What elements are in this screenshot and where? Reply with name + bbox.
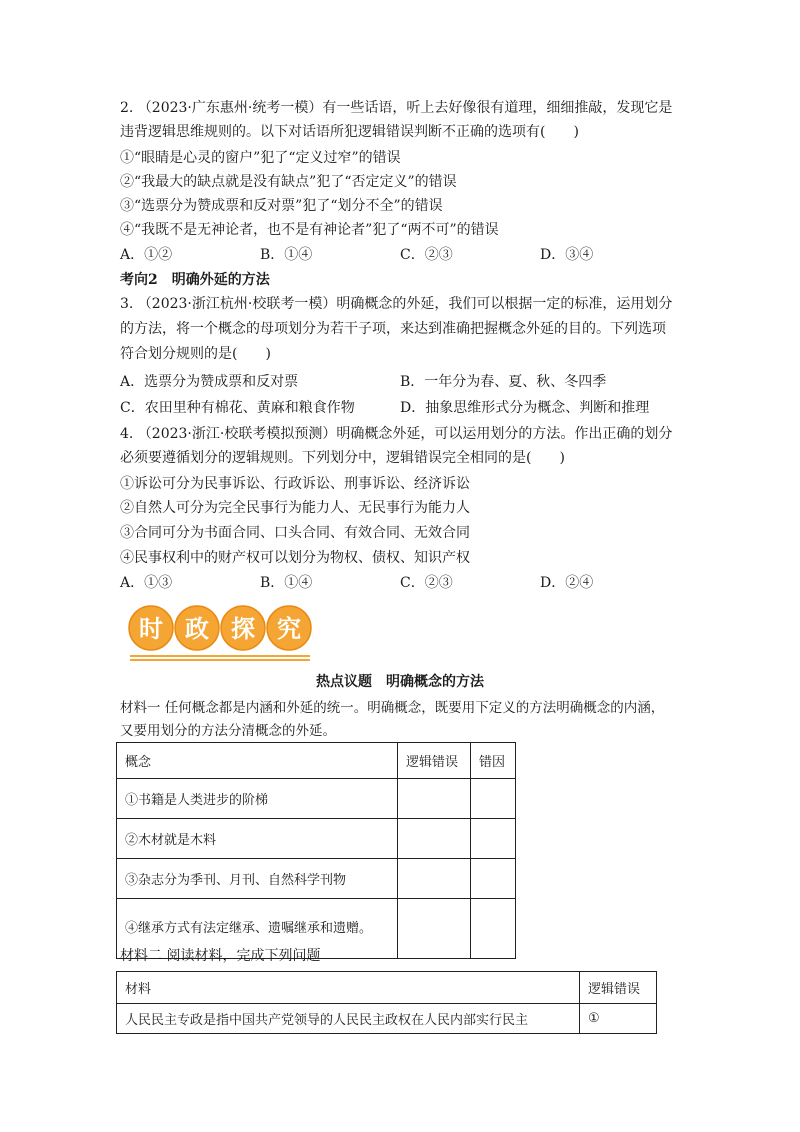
logic-error-cell[interactable] — [398, 819, 471, 859]
error-cause-cell[interactable] — [471, 819, 516, 859]
q4-item-1: ①诉讼可分为民事诉讼、行政诉讼、刑事诉讼、经济诉讼 — [120, 476, 470, 492]
header-concept: 概念 — [117, 743, 398, 779]
table-row — [117, 819, 516, 859]
q4-stem-line2: 必须要遵循划分的逻辑规则。下列划分中，逻辑错误完全相同的是( ) — [120, 450, 565, 466]
banner-underline — [130, 656, 310, 660]
banner-char-3: 探 — [231, 615, 255, 643]
error-cause-cell[interactable] — [471, 779, 516, 819]
q2-item-4: ④“我既不是无神论者，也不是有神论者”犯了“两不可”的错误 — [120, 222, 499, 238]
q2-option-d[interactable]: D．③④ — [540, 247, 594, 263]
q2-option-c[interactable]: C．②③ — [400, 247, 453, 263]
material-1-line2: 又要用划分的方法分清概念的外延。 — [120, 723, 336, 739]
table-row — [117, 859, 516, 899]
q4-option-d[interactable]: D．②④ — [540, 575, 594, 591]
section-banner — [120, 600, 320, 662]
q2-stem-line1: 2. （2023·广东惠州·统考一模）有一些话语，听上去好像很有道理，细细推敲，发现它是 — [120, 100, 673, 116]
q3-stem-line3: 符合划分规则的是( ) — [120, 346, 271, 362]
error-cause-cell[interactable] — [471, 859, 516, 899]
table-header-row — [117, 972, 657, 1004]
q4-item-2: ②自然人可分为完全民事行为能力人、无民事行为能力人 — [120, 500, 470, 516]
material-2-heading: 材料二 阅读材料，完成下列问题 — [120, 948, 321, 964]
material-table — [116, 971, 657, 1034]
material-1-line1: 材料一 任何概念都是内涵和外延的统一。明确概念，既要用下定义的方法明确概念的内涵， — [120, 700, 665, 716]
table-row — [117, 1004, 657, 1034]
logic-error-cell: ① — [580, 1004, 657, 1034]
hot-topic-title: 热点议题 明确概念的方法 — [316, 674, 484, 690]
q4-stem-line1: 4. （2023·浙江·校联考模拟预测）明确概念外延，可以运用划分的方法。作出正确的划分 — [120, 426, 673, 442]
concept-cell: ④继承方式有法定继承、遗嘱继承和遗赠。 — [117, 899, 398, 959]
table-row — [117, 779, 516, 819]
banner-char-4: 究 — [277, 615, 301, 643]
logic-error-cell[interactable] — [398, 899, 471, 959]
q2-item-3: ③“选票分为赞成票和反对票”犯了“划分不全”的错误 — [120, 198, 443, 214]
section-heading: 考向2 明确外延的方法 — [120, 272, 270, 288]
concept-cell: ①书籍是人类进步的阶梯 — [117, 779, 398, 819]
header-error-cause: 错因 — [471, 743, 516, 779]
q3-option-c[interactable]: C．农田里种有棉花、黄麻和粮食作物 — [120, 400, 355, 416]
q2-option-a[interactable]: A．①② — [120, 247, 173, 263]
q3-option-b[interactable]: B．一年分为春、夏、秋、冬四季 — [400, 374, 607, 390]
table-header-row — [117, 743, 516, 779]
q2-item-2: ②“我最大的缺点就是没有缺点”犯了“否定定义”的错误 — [120, 174, 457, 190]
q3-option-a[interactable]: A．选票分为赞成票和反对票 — [120, 374, 299, 390]
q4-item-4: ④民事权利中的财产权可以划分为物权、债权、知识产权 — [120, 550, 470, 566]
q2-stem-line2: 违背逻辑思维规则的。以下对话语所犯逻辑错误判断不正确的选项有( ) — [120, 124, 579, 140]
q4-option-b[interactable]: B．①④ — [260, 575, 313, 591]
q4-option-a[interactable]: A．①③ — [120, 575, 173, 591]
banner-char-1: 时 — [139, 615, 163, 643]
header-material: 材料 — [117, 972, 580, 1004]
q3-stem-line2: 的方法，将一个概念的母项划分为若干子项，来达到准确把握概念外延的目的。下列选项 — [120, 321, 666, 337]
error-cause-cell[interactable] — [471, 899, 516, 959]
logic-error-cell[interactable] — [398, 779, 471, 819]
q3-stem-line1: 3. （2023·浙江杭州·校联考一模）明确概念的外延，我们可以根据一定的标准，运用划分 — [120, 296, 673, 312]
concept-table — [116, 742, 516, 959]
q4-item-3: ③合同可分为书面合同、口头合同、有效合同、无效合同 — [120, 525, 470, 541]
q3-option-d[interactable]: D．抽象思维形式分为概念、判断和推理 — [400, 400, 650, 416]
concept-cell: ②木材就是木料 — [117, 819, 398, 859]
logic-error-cell[interactable] — [398, 859, 471, 899]
q2-option-b[interactable]: B．①④ — [260, 247, 313, 263]
q4-option-c[interactable]: C．②③ — [400, 575, 453, 591]
header-logic-error: 逻辑错误 — [580, 972, 657, 1004]
q2-item-1: ①“眼睛是心灵的窗户”犯了“定义过窄”的错误 — [120, 150, 401, 166]
material-cell: 人民民主专政是指中国共产党领导的人民民主政权在人民内部实行民主 — [117, 1004, 580, 1034]
banner-char-2: 政 — [185, 615, 209, 643]
header-logic-error: 逻辑错误 — [398, 743, 471, 779]
concept-cell: ③杂志分为季刊、月刊、自然科学刊物 — [117, 859, 398, 899]
